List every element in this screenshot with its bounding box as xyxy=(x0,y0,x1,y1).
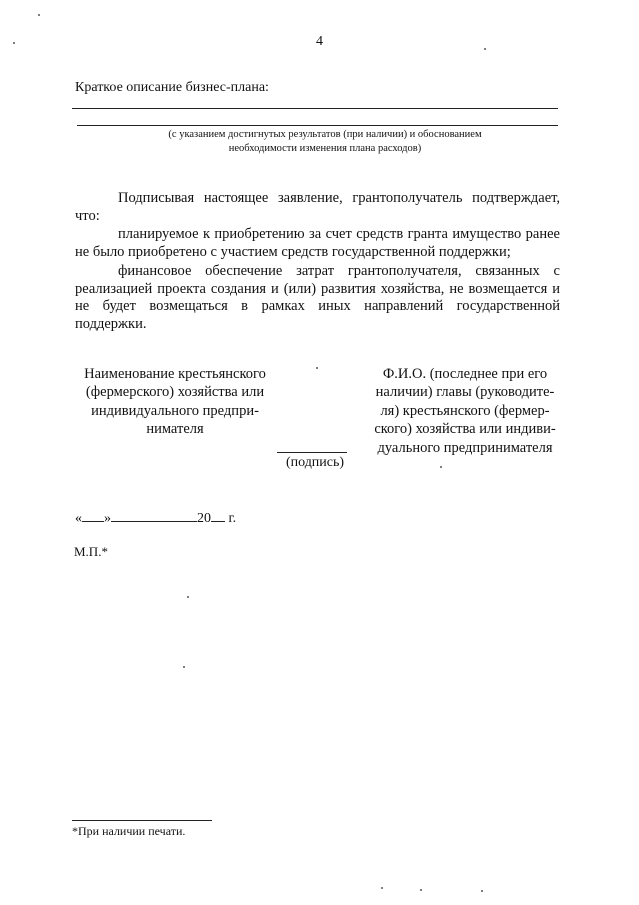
head-name-line: ля) крестьянского (фермер- xyxy=(380,402,550,419)
head-name-line: наличии) главы (руководите- xyxy=(375,384,555,401)
head-name-line: дуального предпринимателя xyxy=(377,439,553,456)
business-plan-caption xyxy=(110,128,540,156)
scan-speck xyxy=(183,666,185,668)
date-day-blank xyxy=(82,509,104,522)
scan-speck xyxy=(481,890,483,892)
date-year-suffix: г. xyxy=(228,511,237,526)
head-name-line: Ф.И.О. (последнее при его xyxy=(382,366,548,382)
confirmation-intro: Подписывая настоящее заявление, грантополучатель подтверждает, что: xyxy=(75,190,560,224)
date-close-quote: » xyxy=(104,511,111,526)
farm-name-label xyxy=(60,365,290,439)
scan-speck xyxy=(13,42,15,44)
confirmation-item-1: планируемое к приобретению за счет средств гранта имущество ранее не было приобретено с участием средств государственной поддержки; xyxy=(75,226,560,260)
scan-speck xyxy=(187,596,189,598)
head-name-label xyxy=(355,365,575,457)
business-plan-label: Краткое описание бизнес-плана: xyxy=(75,80,269,95)
business-plan-line-2 xyxy=(77,125,558,126)
signature-line xyxy=(277,452,347,453)
caption-line-1: (с указанием достигнутых результатов (при наличии) и обоснованием xyxy=(168,129,482,140)
scan-speck xyxy=(420,889,422,891)
farm-name-line: нимателя xyxy=(146,421,204,438)
footnote-rule xyxy=(72,820,212,821)
confirmation-item-2: финансовое обеспечение затрат грантополучателя, связанных с реализацией проекта создания и (или) развития хозяйства, не возмещается и не будет возмещаться в рамках иных направлений государственной поддержки. xyxy=(75,263,560,332)
scan-speck xyxy=(38,14,40,16)
date-line xyxy=(75,509,236,527)
farm-name-line: Наименование крестьянского xyxy=(84,366,266,382)
head-name-line: ского) хозяйства или индиви- xyxy=(374,421,556,438)
page-number: 4 xyxy=(316,34,323,49)
caption-line-2: необходимости изменения плана расходов) xyxy=(228,143,422,154)
business-plan-line-1 xyxy=(72,108,558,109)
signature-caption: (подпись) xyxy=(285,455,345,470)
scan-speck xyxy=(316,367,318,369)
date-open-quote: « xyxy=(75,511,82,526)
stamp-placeholder: М.П.* xyxy=(74,544,108,559)
date-year-blank xyxy=(211,509,225,522)
date-month-blank xyxy=(111,509,197,522)
scan-speck xyxy=(484,48,486,50)
farm-name-line: (фермерского) хозяйства или xyxy=(85,384,265,401)
date-year-prefix: 20 xyxy=(197,511,211,526)
scan-speck xyxy=(440,466,442,468)
footnote: *При наличии печати. xyxy=(72,824,186,838)
scan-speck xyxy=(381,887,383,889)
farm-name-line: индивидуального предпри- xyxy=(91,402,259,419)
